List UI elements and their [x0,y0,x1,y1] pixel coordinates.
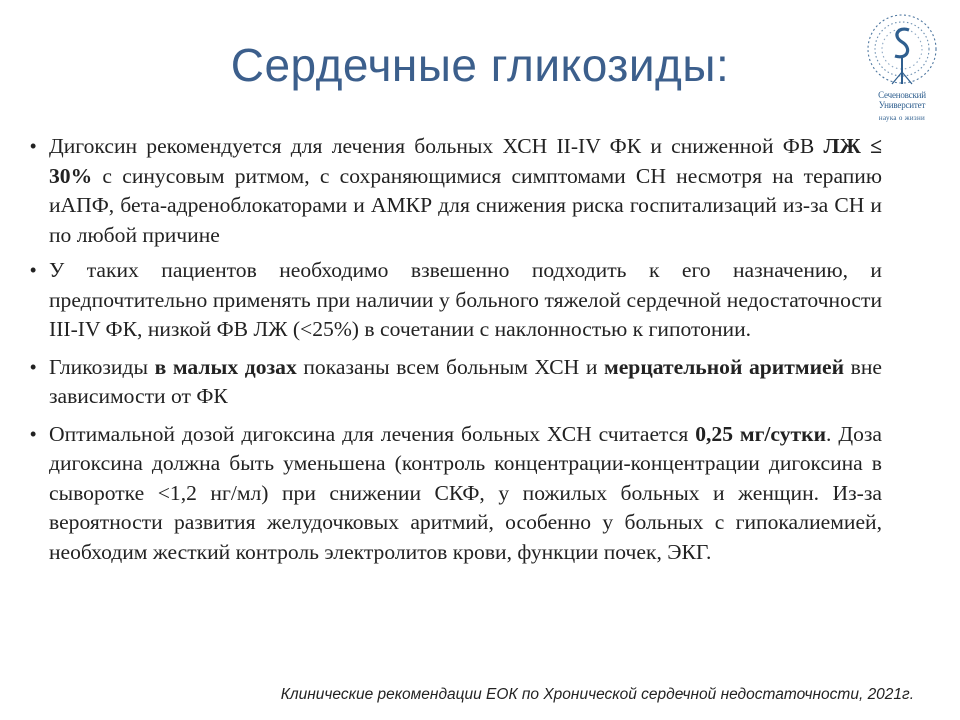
logo-caption [862,90,942,123]
item-3-text: Гликозиды [49,354,155,379]
item-3-text-end: вне зависимости от ФК [49,354,882,408]
item-3-emphasis-arrhythmia: мерцательной аритмией [604,354,845,379]
bullet-icon: • [30,356,37,377]
slide-title: Сердечные гликозиды: [230,39,730,91]
logo-line-3: наука о жизни [878,114,926,122]
item-2-text: У таких пациентов необходимо взвешенно подходить к его назначению, и предпочтительно применять при наличии у больного тяжелой сердечной недостаточности III-IV ФК, низкой ФВ ЛЖ (<25%) в сочетании с наклонностью к гипотонии. [49,258,882,341]
item-4-emphasis-dose: 0,25 мг/сутки [695,421,827,446]
logo-line-1: Сеченовский [878,90,926,100]
source-footnote: Клинические рекомендации ЕОК по Хронической сердечной недостаточности, 2021г. [280,686,914,703]
tree-emblem-icon [862,12,942,90]
item-1-text-end: с синусовым ритмом, с сохраняющимися симптомами СН несмотря на терапию иАПФ, бета-адреноблокаторами и АМКР для снижения риска госпитализаций из-за СН и по любой причине [49,163,882,247]
bullet-icon: • [30,423,37,444]
university-logo [862,12,942,124]
list-item [30,353,882,412]
list-item [30,420,882,568]
list-item [30,256,882,345]
list-item [30,132,882,250]
item-4-text: Оптимальной дозой дигоксина для лечения больных ХСН считается [49,421,696,446]
item-3-text-mid: показаны всем больным ХСН и [296,354,605,379]
bullet-icon: • [30,136,37,156]
bullet-list [30,132,882,575]
item-3-emphasis-dose: в малых дозах [154,354,297,379]
bullet-icon: • [30,260,37,280]
logo-line-2: Университет [878,100,926,110]
item-4-text-end: . Доза дигоксина должна быть уменьшена (контроль концентрации-концентрации дигоксина в сыворотке <1,2 нг/мл) при снижении СКФ, у пожилых больных и женщин. Из-за вероятности развития желудочковых аритмий, особенно у больных с гипокалиемией, необходим жесткий контроль электролитов крови, функции почек, ЭКГ. [49,421,882,564]
item-1-emphasis: ЛЖ ≤ 30% [49,134,882,188]
item-1-text: Дигоксин рекомендуется для лечения больных ХСН II-IV ФК и сниженной ФВ [49,134,824,158]
